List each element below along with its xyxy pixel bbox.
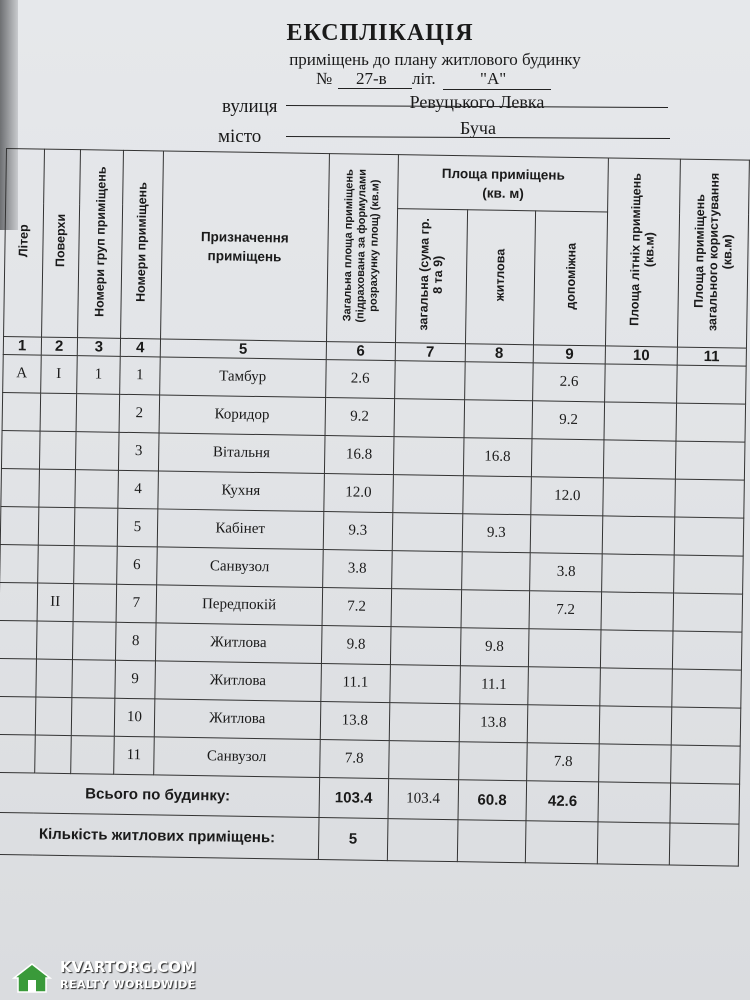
row-common: [674, 517, 744, 556]
row-aux: [528, 629, 601, 668]
row-liter: А: [3, 354, 41, 393]
house-number: 27-в: [356, 69, 387, 88]
row-floor: [40, 393, 77, 432]
row-purpose: Передпокій: [156, 585, 322, 626]
row-liter: [0, 544, 38, 583]
row-number: 9: [115, 660, 155, 699]
row-number: 3: [118, 432, 158, 471]
row-floor: [38, 469, 75, 508]
row-liter: [0, 582, 37, 621]
row-purpose: Вітальня: [158, 433, 324, 474]
row-aux: 7.8: [527, 743, 600, 782]
liter-underline: [443, 89, 551, 90]
street-label: вулиця: [222, 96, 278, 117]
row-living: 11.1: [459, 666, 528, 705]
row-group: [75, 470, 119, 509]
row-aux: [530, 515, 603, 554]
row-group: [76, 394, 120, 433]
row-common: [675, 403, 745, 442]
row-purpose: Кабінет: [157, 509, 323, 550]
header-liter: Літер: [4, 149, 44, 338]
row-living: [462, 476, 531, 515]
row-general: [395, 361, 465, 400]
row-total: 12.0: [323, 474, 393, 513]
row-living: [458, 742, 527, 781]
row-liter: [1, 430, 39, 469]
row-total: 7.2: [322, 588, 392, 627]
row-aux: 12.0: [531, 477, 604, 516]
row-general: [389, 703, 459, 742]
row-purpose: Санвузол: [153, 737, 319, 778]
row-number: 10: [114, 698, 154, 737]
row-total: 11.1: [320, 664, 390, 703]
watermark: [8, 958, 198, 996]
row-living: [464, 400, 533, 439]
row-living: [464, 362, 533, 401]
header-area-aux: допоміжна: [533, 211, 608, 346]
row-living: [461, 590, 530, 629]
row-summer: [604, 440, 676, 479]
row-number: 2: [119, 394, 159, 433]
header-area-total: загальна (сума гр. 8 та 9): [395, 209, 467, 344]
row-floor: ІІ: [37, 583, 74, 622]
row-group: [71, 698, 115, 737]
row-purpose: Тамбур: [159, 357, 325, 398]
row-liter: [0, 658, 36, 697]
column-index-row: 1 2 3 4 5 6 7 8 9 10 11: [3, 336, 746, 366]
row-summer: [603, 478, 675, 517]
explication-table: [0, 148, 750, 867]
row-common: [673, 555, 743, 594]
row-total: 3.8: [322, 550, 392, 589]
row-floor: [35, 659, 72, 698]
row-living: 9.8: [460, 628, 529, 667]
header-common-area: Площа приміщень загального користування (кв.м): [677, 159, 749, 348]
row-floor: [36, 621, 73, 660]
row-common: [674, 479, 744, 518]
header-purpose: Призначення приміщень: [160, 151, 329, 342]
row-summer: [605, 364, 677, 403]
document-title: ЕКСПЛІКАЦІЯ: [286, 20, 474, 46]
row-number: 1: [120, 356, 160, 395]
row-living: 13.8: [459, 704, 528, 743]
house-logo-icon: [12, 962, 52, 994]
row-aux: 2.6: [533, 363, 606, 402]
row-general: [391, 589, 461, 628]
row-total: 7.8: [319, 740, 389, 779]
row-general: [390, 665, 460, 704]
row-floor: [37, 545, 74, 584]
row-number: 4: [118, 470, 158, 509]
header-floors: Поверхи: [41, 149, 80, 338]
row-group: [75, 432, 119, 471]
row-total: 16.8: [324, 436, 394, 475]
row-floor: І: [40, 355, 77, 394]
row-summer: [604, 402, 676, 441]
living-count-label: Кількість житлових приміщень:: [0, 812, 319, 859]
row-summer: [601, 630, 673, 669]
watermark-line2: REALTY WORLDWIDE: [60, 978, 196, 991]
city-value: Буча: [460, 118, 496, 138]
row-liter: [0, 506, 38, 545]
row-liter: [0, 696, 35, 735]
street-value: Ревуцького Левка: [409, 92, 545, 112]
row-group: 1: [77, 356, 121, 395]
row-general: [392, 513, 462, 552]
city-label: місто: [218, 126, 262, 147]
row-group: [74, 508, 118, 547]
row-number: 8: [115, 622, 155, 661]
row-purpose: Житлова: [155, 623, 321, 664]
number-underline: [338, 88, 412, 89]
row-group: [73, 584, 117, 623]
row-total: 9.8: [321, 626, 391, 665]
row-common: [672, 631, 742, 670]
row-general: [392, 551, 462, 590]
row-general: [394, 399, 464, 438]
row-floor: [38, 507, 75, 546]
totals-label: Всього по будинку:: [0, 772, 319, 817]
liter-value: "А": [480, 69, 507, 88]
row-aux: [528, 667, 601, 706]
row-floor: [39, 431, 76, 470]
row-common: [675, 441, 745, 480]
row-summer: [600, 706, 672, 745]
row-liter: [0, 734, 35, 773]
row-common: [670, 745, 740, 784]
row-group: [72, 660, 116, 699]
row-floor: [34, 735, 71, 774]
row-general: [389, 741, 459, 780]
row-purpose: Житлова: [155, 661, 321, 702]
row-living: 9.3: [462, 514, 531, 553]
header-area-group: Площа приміщень (кв. м): [398, 155, 609, 212]
row-number: 11: [114, 736, 154, 775]
row-number: 7: [116, 584, 156, 623]
row-summer: [603, 516, 675, 555]
liter-label: літ.: [412, 69, 436, 88]
totals-general: 103.4: [388, 779, 458, 820]
totals-living: 60.8: [458, 780, 527, 821]
row-liter: [2, 392, 40, 431]
row-number: 5: [117, 508, 157, 547]
row-aux: 7.2: [529, 591, 602, 630]
row-purpose: Коридор: [159, 395, 325, 436]
header-room-numbers: Номери приміщень: [121, 150, 164, 339]
row-total: 2.6: [325, 360, 395, 399]
row-summer: [600, 668, 672, 707]
document-subtitle: приміщень до плану житлового будинку: [289, 50, 581, 69]
header-summer-area: Площа літніх приміщень (кв.м): [606, 158, 680, 347]
row-total: 13.8: [320, 702, 390, 741]
row-common: [671, 669, 741, 708]
row-aux: [531, 439, 604, 478]
totals-aux: 42.6: [526, 781, 599, 822]
row-purpose: Санвузол: [156, 547, 322, 588]
header-total-area: Загальна площа приміщень (підрахована за формулами розрахунку площ) (кв.м): [326, 154, 398, 343]
row-common: [673, 593, 743, 632]
row-total: 9.2: [325, 398, 395, 437]
row-general: [393, 475, 463, 514]
totals-total: 103.4: [319, 777, 389, 818]
row-floor: [35, 697, 72, 736]
row-group: [73, 622, 117, 661]
row-total: 9.3: [323, 512, 393, 551]
row-living: [461, 552, 530, 591]
header-area-living: житлова: [465, 210, 536, 345]
row-summer: [599, 744, 671, 783]
row-general: [390, 627, 460, 666]
row-purpose: Кухня: [158, 471, 324, 512]
row-common: [671, 707, 741, 746]
row-summer: [601, 592, 673, 631]
row-aux: [527, 705, 600, 744]
row-aux: 3.8: [530, 553, 603, 592]
row-common: [676, 365, 746, 404]
row-aux: 9.2: [532, 401, 605, 440]
row-number: 6: [117, 546, 157, 585]
number-prefix: №: [316, 69, 333, 88]
living-count-value: 5: [318, 817, 388, 860]
row-purpose: Житлова: [154, 699, 320, 740]
watermark-line1: KVARTORG.COM: [60, 958, 196, 976]
header-group-numbers: Номери груп приміщень: [78, 150, 124, 339]
row-living: 16.8: [463, 438, 532, 477]
row-liter: [1, 468, 39, 507]
row-group: [71, 736, 115, 775]
row-general: [393, 437, 463, 476]
row-liter: [0, 620, 37, 659]
row-group: [74, 546, 118, 585]
row-summer: [602, 554, 674, 593]
